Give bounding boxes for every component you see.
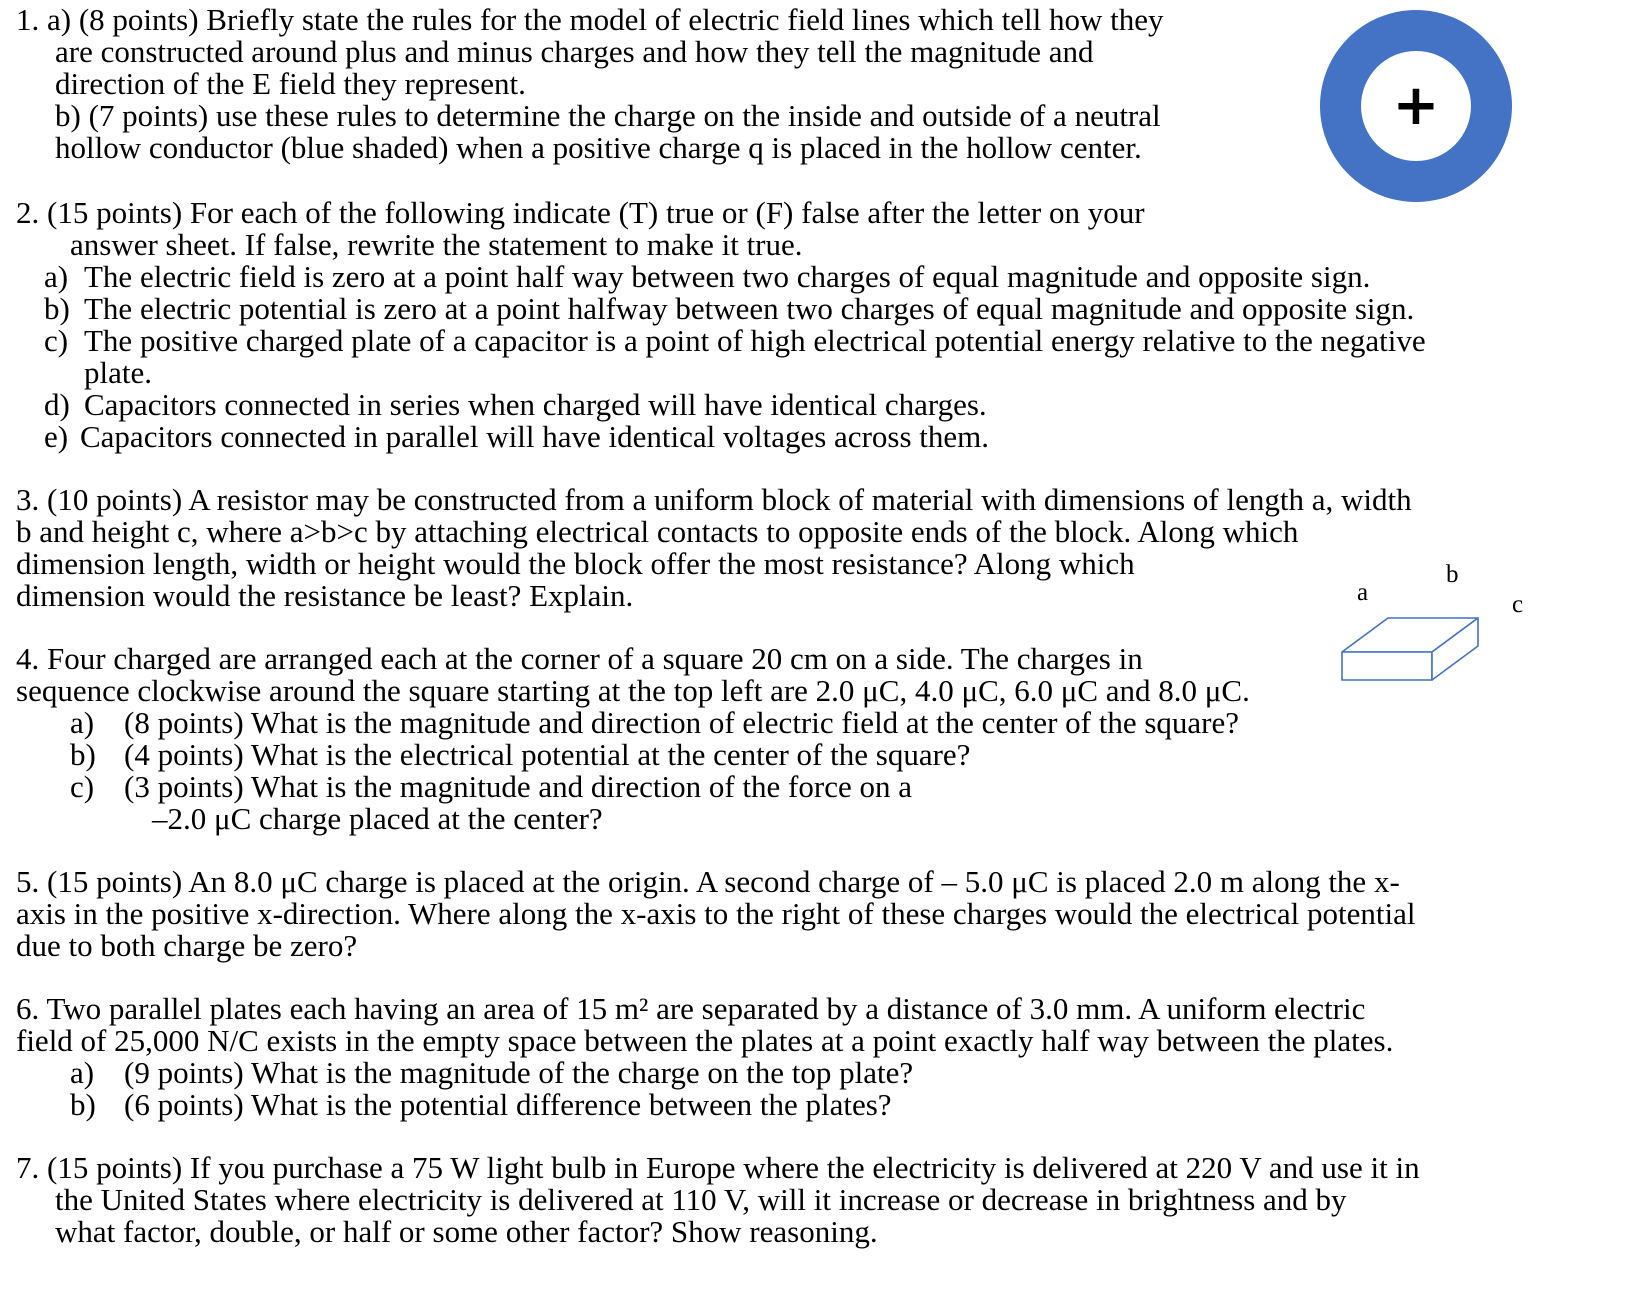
q3-line-3: dimension length, width or height would the block offer the most resistance? Along which	[16, 546, 1135, 581]
q4-item-b-letter: b)	[70, 737, 96, 772]
block-label-c: c	[1512, 591, 1524, 618]
q2-item-a-text: The electric field is zero at a point half way between two charges of equal magnitude and opposite sign.	[84, 259, 1371, 294]
q2-item-c-text: The positive charged plate of a capacitor is a point of high electrical potential energy relative to the negative	[84, 323, 1426, 358]
resistor-block-figure	[1340, 610, 1490, 685]
q4-item-c-letter: c)	[70, 769, 95, 804]
q2-item-d-text: Capacitors connected in series when charged will have identical charges.	[84, 387, 987, 422]
q4-item-a-letter: a)	[70, 705, 95, 740]
q6-item-b-letter: b)	[70, 1087, 96, 1122]
q6-item-b-text: (6 points) What is the potential difference between the plates?	[124, 1087, 892, 1122]
q3-line-1: 3. (10 points) A resistor may be constructed from a uniform block of material with dimensions of length a, width	[16, 482, 1412, 517]
q3-line-2: b and height c, where a>b>c by attaching electrical contacts to opposite ends of the block. Along which	[16, 514, 1299, 549]
q5-line-2: axis in the positive x-direction. Where along the x-axis to the right of these charges would the electrical potential	[16, 896, 1416, 931]
q5-line-1: 5. (15 points) An 8.0 μC charge is placed at the origin. A second charge of – 5.0 μC is placed 2.0 m along the x-	[16, 864, 1400, 899]
block-front-face	[1342, 652, 1432, 680]
block-label-b: b	[1446, 561, 1459, 588]
q6-line-2: field of 25,000 N/C exists in the empty space between the plates at a point exactly half way between the plates.	[16, 1023, 1394, 1058]
q6-line-1: 6. Two parallel plates each having an area of 15 m² are separated by a distance of 3.0 mm. A uniform electric	[16, 991, 1366, 1026]
q4-item-c-cont: –2.0 μC charge placed at the center?	[152, 801, 603, 836]
q3-line-4: dimension would the resistance be least? Explain.	[16, 578, 634, 613]
hollow-conductor-figure	[1316, 6, 1516, 206]
q7-line-2: the United States where electricity is delivered at 110 V, will it increase or decrease in brightness and by	[55, 1182, 1347, 1217]
q2-item-e-text: Capacitors connected in parallel will have identical voltages across them.	[80, 419, 990, 454]
q2-item-e-letter: e)	[44, 419, 69, 454]
q2-item-b-letter: b)	[44, 291, 70, 326]
q7-line-1: 7. (15 points) If you purchase a 75 W light bulb in Europe where the electricity is delivered at 220 V and use it in	[16, 1150, 1420, 1185]
q4-line-1: 4. Four charged are arranged each at the corner of a square 20 cm on a side. The charges in	[16, 641, 1143, 676]
q2-line-1: 2. (15 points) For each of the following indicate (T) true or (F) false after the letter on your	[16, 195, 1145, 230]
q2-item-b-text: The electric potential is zero at a point halfway between two charges of equal magnitude and opposite sign.	[84, 291, 1415, 326]
q2-item-c-cont: plate.	[84, 355, 152, 390]
q4-item-b-text: (4 points) What is the electrical potential at the center of the square?	[124, 737, 971, 772]
q6-item-a-text: (9 points) What is the magnitude of the charge on the top plate?	[124, 1055, 914, 1090]
q1-line-5: hollow conductor (blue shaded) when a positive charge q is placed in the hollow center.	[55, 130, 1142, 165]
q2-item-d-letter: d)	[44, 387, 70, 422]
q2-item-c-letter: c)	[44, 323, 69, 358]
q6-item-a-letter: a)	[70, 1055, 95, 1090]
q1-line-1: 1. a) (8 points) Briefly state the rules for the model of electric field lines which tell how they	[16, 2, 1164, 37]
q2-line-2: answer sheet. If false, rewrite the statement to make it true.	[70, 227, 803, 262]
positive-charge-symbol: +	[1392, 73, 1440, 138]
q1-line-3: direction of the E field they represent.	[55, 66, 526, 101]
q4-line-2: sequence clockwise around the square starting at the top left are 2.0 μC, 4.0 μC, 6.0 μC and 8.0 μC.	[16, 673, 1250, 708]
q4-item-c-text: (3 points) What is the magnitude and direction of the force on a	[124, 769, 912, 804]
q2-item-a-letter: a)	[44, 259, 69, 294]
q5-line-3: due to both charge be zero?	[16, 928, 358, 963]
q4-item-a-text: (8 points) What is the magnitude and direction of electric field at the center of the square?	[124, 705, 1240, 740]
q1-line-2: are constructed around plus and minus charges and how they tell the magnitude and	[55, 34, 1094, 69]
block-label-a: a	[1357, 579, 1369, 606]
q1-line-4: b) (7 points) use these rules to determine the charge on the inside and outside of a neutral	[55, 98, 1161, 133]
q7-line-3: what factor, double, or half or some other factor? Show reasoning.	[55, 1214, 878, 1249]
